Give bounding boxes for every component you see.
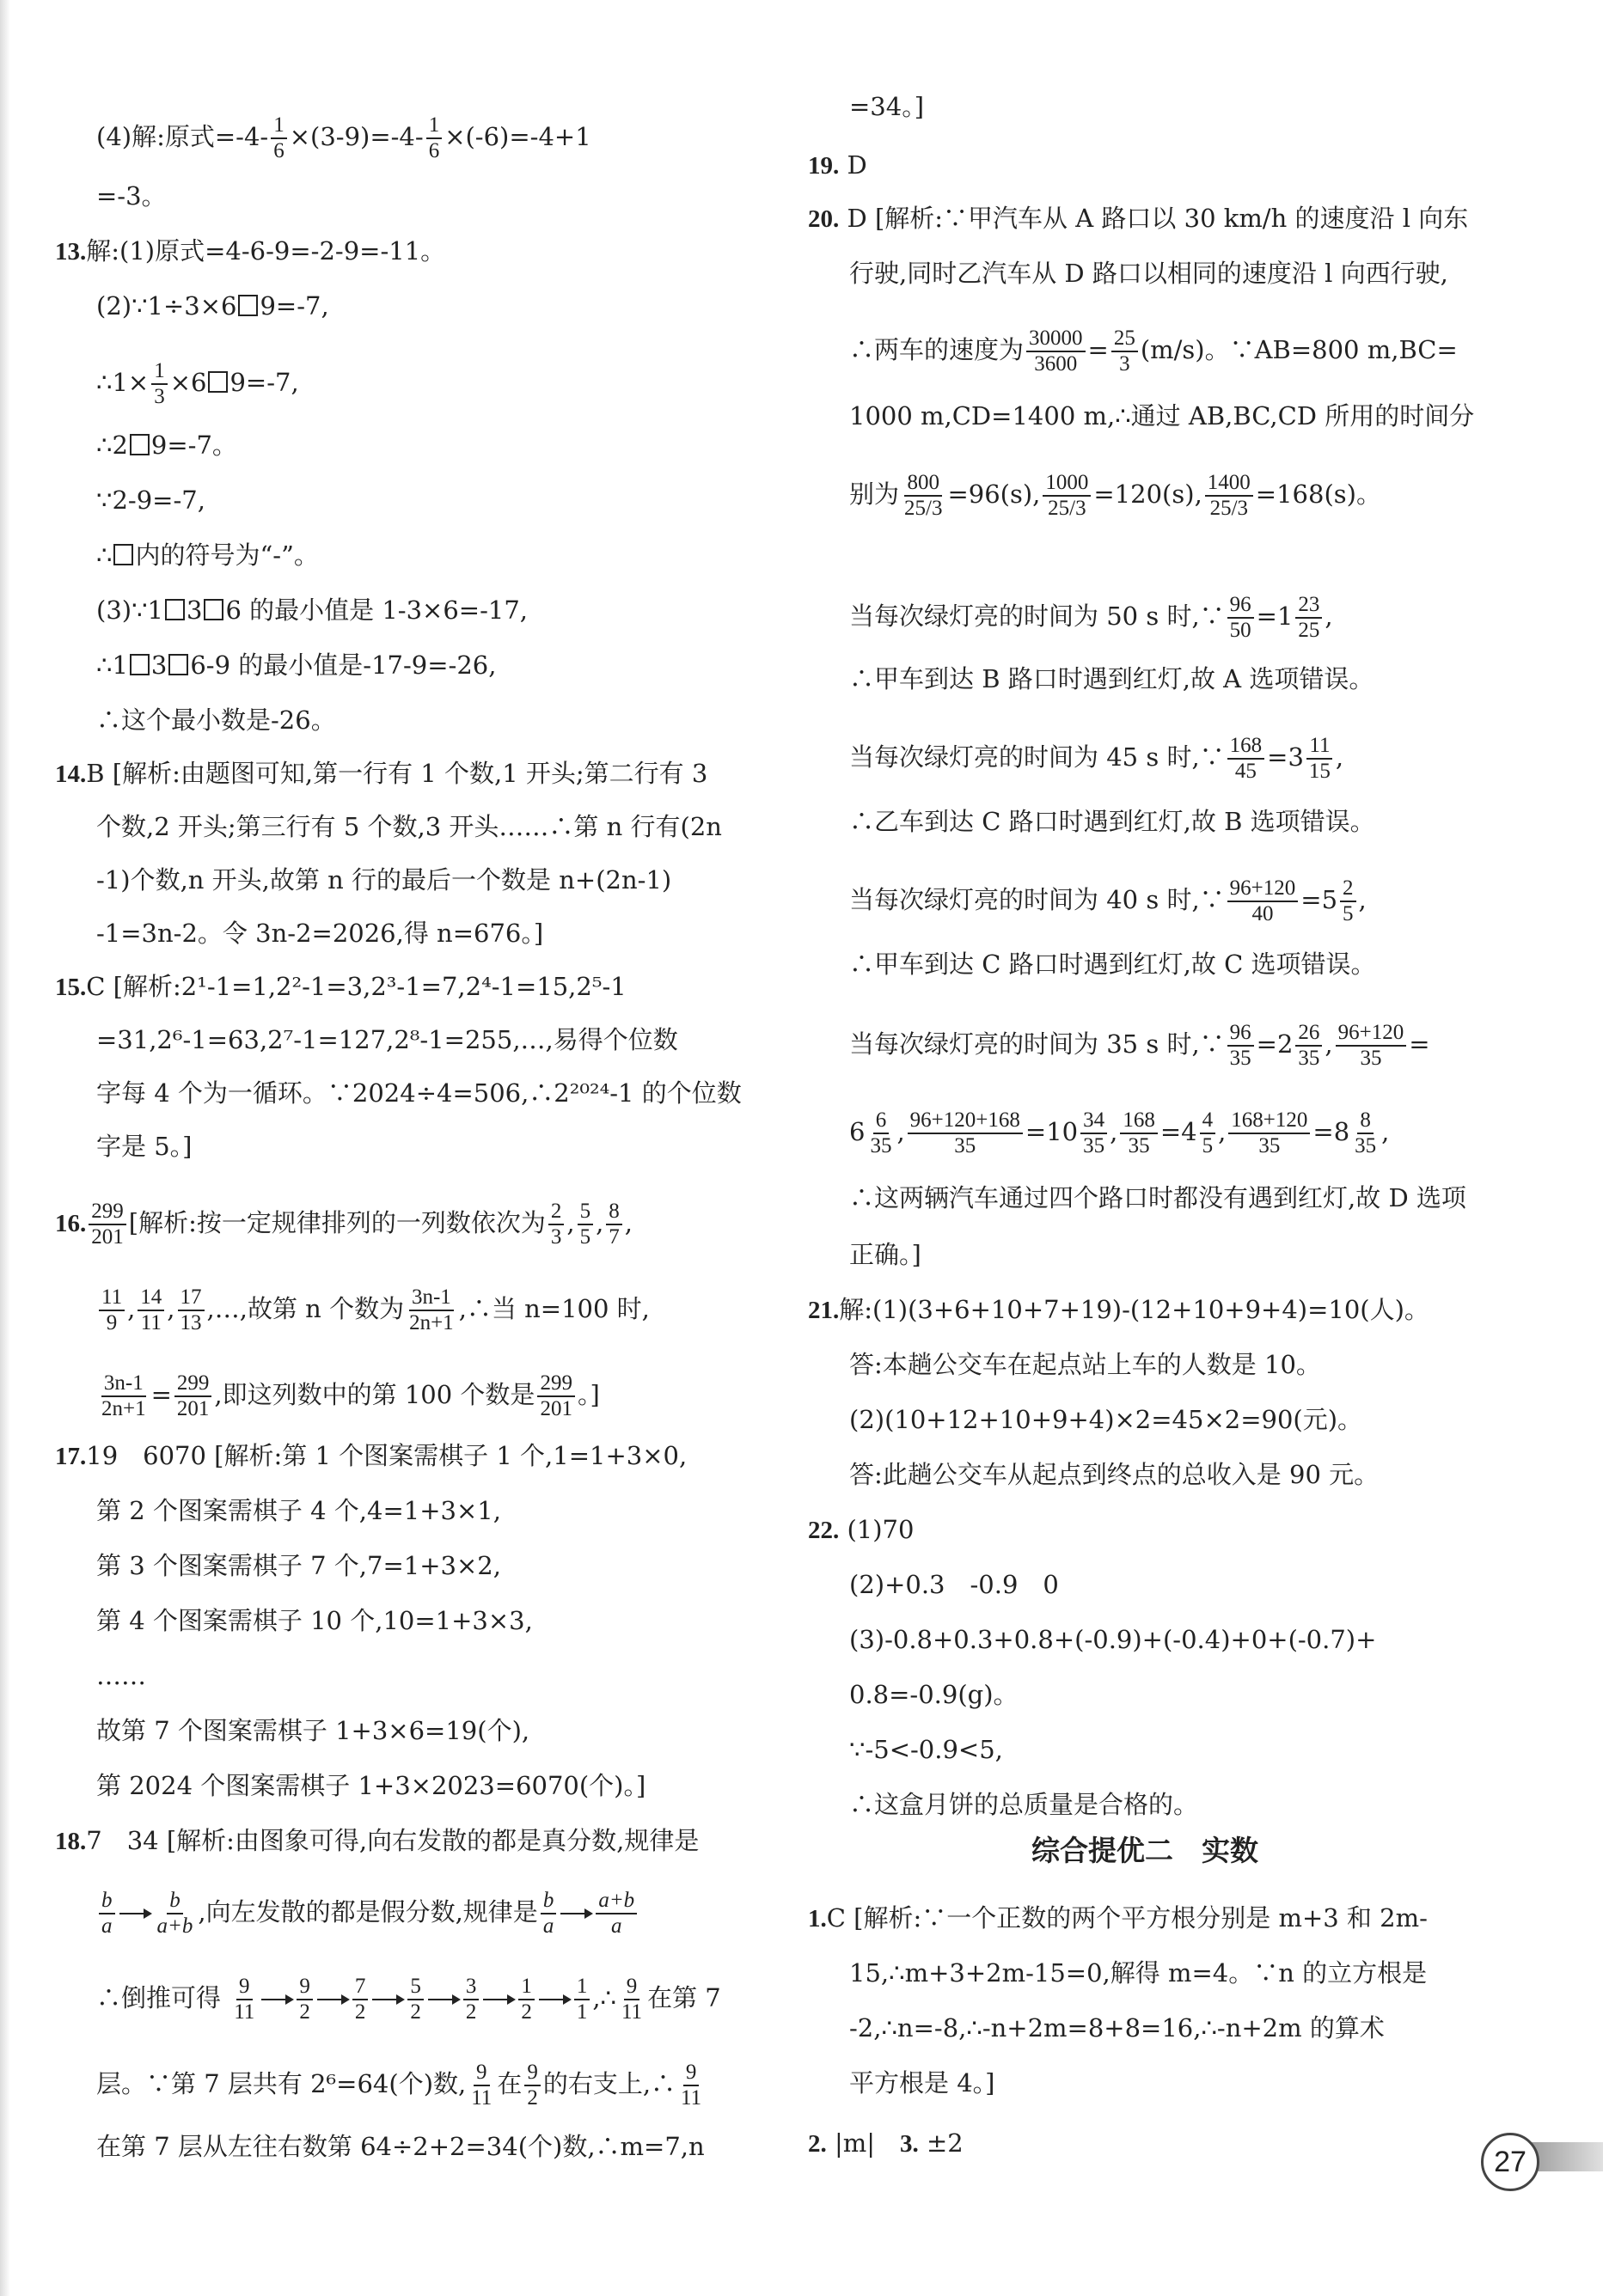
q20-line6: 当每次绿灯亮的时间为 50 s 时,∵ $\frac{96}{50}$ =1 $\frac{23}{25}$ ,: [849, 593, 1333, 642]
q21-line1: 21.解:(1)(3+6+10+7+19)-(12+10+9+4)=10(人)。: [808, 1295, 1429, 1324]
q20-line15: 正确。]: [849, 1240, 921, 1269]
fraction: $\frac{1}{6}$: [426, 113, 443, 163]
q15-line2: =31,2⁶-1=63,2⁷-1=127,2⁸-1=255,…,易得个位数: [96, 1025, 678, 1054]
q21-line2: 答:本趟公交车在起点站上车的人数是 10。: [849, 1350, 1321, 1379]
fraction: $\frac{34}{35}$: [1080, 1108, 1107, 1158]
q20-line5: 别为 $\frac{800}{25/3}$ =96(s), $\frac{1000}{25/3}$ =120(s), $\frac{1400}{25/3}$ =168(s)。: [849, 471, 1381, 520]
q17-line4: 第 4 个图案需棋子 10 个,10=1+3×3,: [96, 1606, 533, 1635]
fraction: $\frac{25}{3}$: [1111, 327, 1138, 376]
fraction: $\frac{800}{25/3}$: [904, 471, 943, 520]
fraction: $\frac{b}{a}$: [99, 1889, 115, 1939]
blank-box: [130, 434, 150, 455]
arrow-icon: [372, 1999, 403, 2000]
q21-line3: (2)(10+12+10+9+4)×2=45×2=90(元)。: [849, 1405, 1363, 1434]
q22-line6: ∴这盒月饼的总质量是合格的。: [849, 1790, 1199, 1819]
s2-s3-line: 2. |m| 3. ±2: [808, 2128, 964, 2158]
fraction: $\frac{8}{7}$: [606, 1200, 622, 1249]
s1-line1: 1.C [解析:∵一个正数的两个平方根分别是 m+3 和 2m-: [808, 1903, 1428, 1933]
q13-line6: ∴ 内的符号为“-”。: [96, 540, 319, 570]
fraction: $\frac{4}{5}$: [1200, 1108, 1216, 1158]
q17-line6: 故第 7 个图案需棋子 1+3×6=19(个),: [96, 1716, 530, 1745]
q17-line2: 第 2 个图案需棋子 4 个,4=1+3×1,: [96, 1496, 501, 1525]
q14-line1: 14.B [解析:由题图可知,第一行有 1 个数,1 开头;第二行有 3: [55, 759, 708, 788]
fraction: $\frac{299}{201}$: [174, 1371, 212, 1421]
fraction: $\frac{96+120+168}{35}$: [908, 1108, 1023, 1158]
fraction: $\frac{9}{11}$: [681, 2061, 702, 2110]
fraction: $\frac{17}{13}$: [178, 1285, 205, 1335]
q13-line7: (3)∵1 3 6 的最小值是 1-3×6=-17,: [96, 595, 528, 625]
arrow-icon: [317, 1999, 348, 2000]
arrow-icon: [119, 1913, 150, 1914]
q12-part4: (4)解:原式=-4- $\frac{1}{6}$ ×(3-9)=-4- $\frac{1}{6}$ ×(-6)=-4+1: [96, 113, 591, 162]
q14-line3: -1)个数,n 开头,故第 n 行的最后一个数是 n+(2n-1): [96, 865, 672, 895]
fraction: $\frac{96}{50}$: [1227, 593, 1254, 643]
q15-line4: 字是 5。]: [96, 1132, 193, 1161]
q22-line5: ∵-5<-0.9<5,: [849, 1735, 1003, 1764]
fraction: $\frac{1000}{25/3}$: [1043, 471, 1091, 521]
arrow-icon: [428, 1999, 459, 2000]
fraction: $\frac{a+b}{a}$: [596, 1889, 637, 1939]
fraction: $\frac{3n-1}{2n+1}$: [101, 1371, 146, 1420]
q20-line14: ∴这两辆汽车通过四个路口时都没有遇到红灯,故 D 选项: [849, 1183, 1466, 1212]
fraction: $\frac{6}{35}$: [870, 1108, 892, 1157]
s1-line3: -2,∴n=-8,∴-n+2m=8+8=16,∴-n+2m 的算术: [849, 2013, 1385, 2043]
blank-box: [113, 544, 133, 565]
blank-box: [208, 371, 228, 393]
q22-line2: (2)+0.3 -0.9 0: [849, 1570, 1059, 1599]
blank-box: [165, 599, 185, 620]
fraction: $\frac{3}{2}$: [463, 1975, 480, 2024]
q19: 19. D: [808, 150, 867, 180]
s1-line4: 平方根是 4。]: [849, 2068, 995, 2098]
fraction: $\frac{23}{25}$: [1295, 593, 1322, 643]
q17-line1: 17.19 6070 [解析:第 1 个图案需棋子 1 个,1=1+3×0,: [55, 1441, 688, 1470]
fraction: $\frac{9}{2}$: [524, 2061, 541, 2110]
q17-line5: ……: [96, 1661, 146, 1690]
page-number: 27: [1481, 2133, 1539, 2191]
q13-line5: ∵2-9=-7,: [96, 485, 205, 515]
arrow-icon: [539, 1999, 570, 2000]
fraction: $\frac{5}{2}$: [407, 1975, 424, 2024]
q13-line3: ∴1× $\frac{1}{3}$ ×6 9=-7,: [96, 359, 299, 408]
fraction: $\frac{1400}{25/3}$: [1205, 471, 1253, 521]
q20-line9: ∴乙车到达 C 路口时遇到红灯,故 B 选项错误。: [849, 807, 1375, 836]
fraction: $\frac{5}{5}$: [578, 1200, 594, 1249]
fraction: $\frac{8}{35}$: [1355, 1108, 1377, 1157]
q14-line4: -1=3n-2。令 3n-2=2026,得 n=676。]: [96, 919, 544, 948]
q20-line10: 当每次绿灯亮的时间为 40 s 时,∵ $\frac{96+120}{40}$ =5 $\frac{2}{5}$ ,: [849, 876, 1367, 925]
fraction: $\frac{2}{5}$: [1340, 876, 1356, 926]
q13-line4: ∴2 9=-7。: [96, 430, 237, 460]
fraction: $\frac{1}{6}$: [271, 113, 287, 163]
q17-line3: 第 3 个图案需棋子 7 个,7=1+3×2,: [96, 1551, 501, 1580]
arrow-icon: [560, 1913, 591, 1914]
q16-line1: 16. $\frac{299}{201}$ [解析:按一定规律排列的一列数依次为 $\frac{2}{3}$ , $\frac{5}{5}$ , $\frac{8}{7}$ ,: [55, 1200, 633, 1249]
fraction: $\frac{96+120}{40}$: [1227, 876, 1299, 926]
arrow-icon: [483, 1999, 514, 2000]
q20-line4: 1000 m,CD=1400 m,∴通过 AB,BC,CD 所用的时间分: [849, 401, 1475, 430]
fraction: $\frac{14}{11}$: [138, 1285, 164, 1335]
q20-line1: 20. D [解析:∵甲汽车从 A 路口以 30 km/h 的速度沿 l 向东: [808, 204, 1469, 233]
blank-box: [130, 654, 150, 675]
fraction: $\frac{1}{1}$: [574, 1975, 590, 2024]
blank-box: [238, 295, 258, 316]
q20-line2: 行驶,同时乙汽车从 D 路口以相同的速度沿 l 向西行驶,: [849, 259, 1448, 288]
q17-line7: 第 2024 个图案需棋子 1+3×2023=6070(个)。]: [96, 1771, 646, 1800]
fraction: $\frac{299}{201}$: [89, 1200, 126, 1249]
q13-line8: ∴1 3 6-9 的最小值是-17-9=-26,: [96, 650, 497, 680]
fraction: $\frac{2}{3}$: [548, 1200, 565, 1249]
fraction: $\frac{168}{35}$: [1120, 1108, 1158, 1158]
fraction: $\frac{11}{15}$: [1306, 734, 1333, 784]
fraction: $\frac{168}{45}$: [1227, 734, 1265, 784]
fraction: $\frac{3n-1}{2n+1}$: [409, 1285, 454, 1334]
q18-line2: $\frac{b}{a}$ $\frac{b}{a+b}$ ,向左发散的都是假分数,规律是 $\frac{b}{a}$ $\frac{a+b}{a}$: [96, 1889, 639, 1939]
fraction: $\frac{1}{2}$: [518, 1975, 535, 2024]
q18-continued: =34。]: [849, 92, 925, 121]
fraction: $\frac{9}{11}$: [621, 1975, 643, 2024]
page-fold-shadow: [0, 0, 10, 2296]
q20-line11: ∴甲车到达 C 路口时遇到红灯,故 C 选项错误。: [849, 950, 1376, 979]
fraction: $\frac{7}{2}$: [352, 1975, 369, 2024]
q13-line2: (2)∵1÷3×6 9=-7,: [96, 291, 329, 321]
q22-line3: (3)-0.8+0.3+0.8+(-0.9)+(-0.4)+0+(-0.7)+: [849, 1625, 1377, 1654]
q18-line4: 层。∵第 7 层共有 2⁶=64(个)数, $\frac{9}{11}$ 在 $\frac{9}{2}$ 的右支上,∴ $\frac{9}{11}$: [96, 2061, 707, 2110]
arrow-icon: [261, 1999, 292, 2000]
q18-line5: 在第 7 层从左往右数第 64÷2+2=34(个)数,∴m=7,n: [96, 2132, 705, 2161]
blank-box: [168, 654, 188, 675]
fraction: $\frac{11}{9}$: [99, 1285, 125, 1335]
fraction: $\frac{299}{201}$: [537, 1371, 575, 1421]
q20-line8: 当每次绿灯亮的时间为 45 s 时,∵ $\frac{168}{45}$ =3 $\frac{11}{15}$ ,: [849, 734, 1344, 783]
fraction: $\frac{1}{3}$: [151, 359, 168, 409]
q14-line2: 个数,2 开头;第三行有 5 个数,3 开头……∴第 n 行有(2n: [96, 812, 722, 841]
fraction: $\frac{168+120}{35}$: [1228, 1108, 1310, 1158]
fraction: $\frac{9}{2}$: [297, 1975, 313, 2024]
q20-line3: ∴两车的速度为 $\frac{30000}{3600}$ = $\frac{25}{3}$ (m/s)。∵AB=800 m,BC=: [849, 327, 1458, 376]
q20-line12: 当每次绿灯亮的时间为 35 s 时,∵ $\frac{96}{35}$ =2 $\frac{26}{35}$ , $\frac{96+120}{35}$ =: [849, 1021, 1430, 1070]
q21-line4: 答:此趟公交车从起点到终点的总收入是 90 元。: [849, 1460, 1380, 1489]
fraction: $\frac{96}{35}$: [1227, 1021, 1254, 1071]
q22-line4: 0.8=-0.9(g)。: [849, 1680, 1019, 1709]
fraction: $\frac{b}{a+b}$: [156, 1889, 193, 1938]
q18-line3: ∴倒推可得 $\frac{9}{11}$ $\frac{9}{2}$ $\frac{7}{2}$ $\frac{5}{2}$ $\frac{3}{2}$ $\frac{1}{2}$ $\frac{1}{1}$ ,∴ $\frac{9}{11}$ 在第 7: [96, 1975, 721, 2024]
q16-line2: $\frac{11}{9}$ , $\frac{14}{11}$ , $\frac{17}{13}$ ,…,故第 n 个数为 $\frac{3n-1}{2n+1}$ ,∴当 n=100 时,: [96, 1285, 650, 1335]
q15-line3: 字每 4 个为一循环。∵2024÷4=506,∴2²⁰²⁴-1 的个位数: [96, 1078, 742, 1108]
q13-line9: ∴这个最小数是-26。: [96, 705, 336, 735]
fraction: $\frac{9}{11}$: [234, 1975, 255, 2024]
fraction: $\frac{30000}{3600}$: [1026, 327, 1086, 376]
fraction: $\frac{9}{11}$: [471, 2061, 493, 2110]
q13-line1: 13.解:(1)原式=4-6-9=-2-9=-11。: [55, 236, 446, 266]
q22-line1: 22. (1)70: [808, 1515, 915, 1544]
blank-box: [204, 599, 223, 620]
fraction: $\frac{96+120}{35}$: [1336, 1021, 1407, 1071]
s1-line2: 15,∴m+3+2m-15=0,解得 m=4。∵n 的立方根是: [849, 1958, 1428, 1988]
q12-part4-result: =-3。: [96, 181, 167, 211]
section-title: 综合提优二 实数: [1031, 1834, 1258, 1867]
q20-line13: 6 $\frac{6}{35}$ , $\frac{96+120+168}{35}$ =10 $\frac{34}{35}$ , $\frac{168}{35}$ =4 $\frac{4}{5}$ , $\frac{168+120}{35}$ =8 $\frac{8}{35}$ ,: [849, 1108, 1390, 1157]
q20-line7: ∴甲车到达 B 路口时遇到红灯,故 A 选项错误。: [849, 664, 1374, 693]
q16-line3: $\frac{3n-1}{2n+1}$ = $\frac{299}{201}$ ,即这列数中的第 100 个数是 $\frac{299}{201}$ 。]: [96, 1371, 600, 1421]
q15-line1: 15.C [解析:2¹-1=1,2²-1=3,2³-1=7,2⁴-1=15,2⁵-1: [55, 972, 627, 1001]
fraction: $\frac{26}{35}$: [1295, 1021, 1322, 1071]
q18-line1: 18.7 34 [解析:由图象可得,向右发散的都是真分数,规律是: [55, 1826, 700, 1855]
fraction: $\frac{b}{a}$: [541, 1889, 557, 1939]
